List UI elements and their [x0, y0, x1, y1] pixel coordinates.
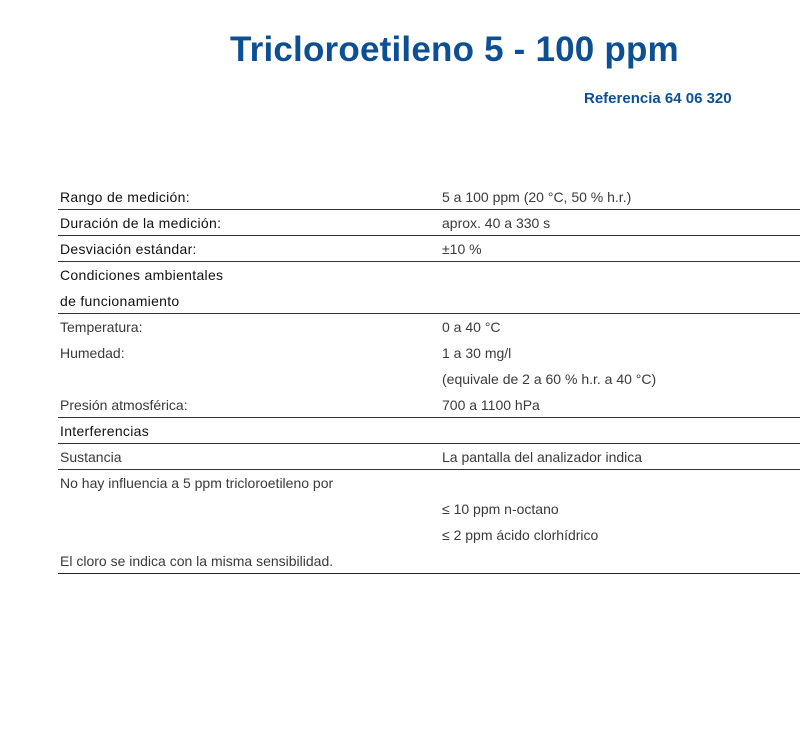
row-label: Rango de medición: — [60, 189, 190, 205]
row-label: Humedad: — [60, 345, 125, 361]
section-heading: Condiciones ambientales — [60, 267, 224, 283]
table-row — [58, 184, 800, 210]
row-label: El cloro se indica con la misma sensibilidad. — [60, 553, 334, 569]
row-value: 700 a 1100 hPa — [442, 397, 540, 413]
row-label: Temperatura: — [60, 319, 143, 335]
table-row — [58, 262, 800, 288]
table-row — [58, 470, 800, 496]
table-row — [58, 444, 800, 470]
row-label: Presión atmosférica: — [60, 397, 188, 413]
table-row — [58, 548, 800, 574]
page-title: Tricloroetileno 5 - 100 ppm — [230, 30, 679, 69]
section-heading: de funcionamiento — [60, 293, 180, 309]
table-row — [58, 314, 800, 340]
row-value: ≤ 2 ppm ácido clorhídrico — [442, 527, 599, 543]
table-row — [58, 236, 800, 262]
row-value: (equivale de 2 a 60 % h.r. a 40 °C) — [442, 371, 657, 387]
row-value: 1 a 30 mg/l — [442, 345, 512, 361]
row-label: Desviación estándar: — [60, 241, 197, 257]
reference-number: Referencia 64 06 320 — [584, 90, 732, 107]
table-row — [58, 522, 800, 548]
table-row — [58, 392, 800, 418]
row-label: No hay influencia a 5 ppm tricloroetileno por — [60, 475, 334, 491]
row-value: 0 a 40 °C — [442, 319, 501, 335]
row-label: Duración de la medición: — [60, 215, 222, 231]
row-value: ≤ 10 ppm n-octano — [442, 501, 559, 517]
table-row — [58, 210, 800, 236]
table-row — [58, 496, 800, 522]
row-value: aprox. 40 a 330 s — [442, 215, 551, 231]
table-row — [58, 366, 800, 392]
row-value: ±10 % — [442, 241, 482, 257]
row-value: 5 a 100 ppm (20 °C, 50 % h.r.) — [442, 189, 632, 205]
table-row — [58, 418, 800, 444]
table-row — [58, 288, 800, 314]
column-header: Sustancia — [60, 449, 122, 465]
specifications-table — [58, 184, 800, 574]
section-heading: Interferencias — [60, 423, 150, 439]
column-header: La pantalla del analizador indica — [442, 449, 643, 465]
table-row — [58, 340, 800, 366]
